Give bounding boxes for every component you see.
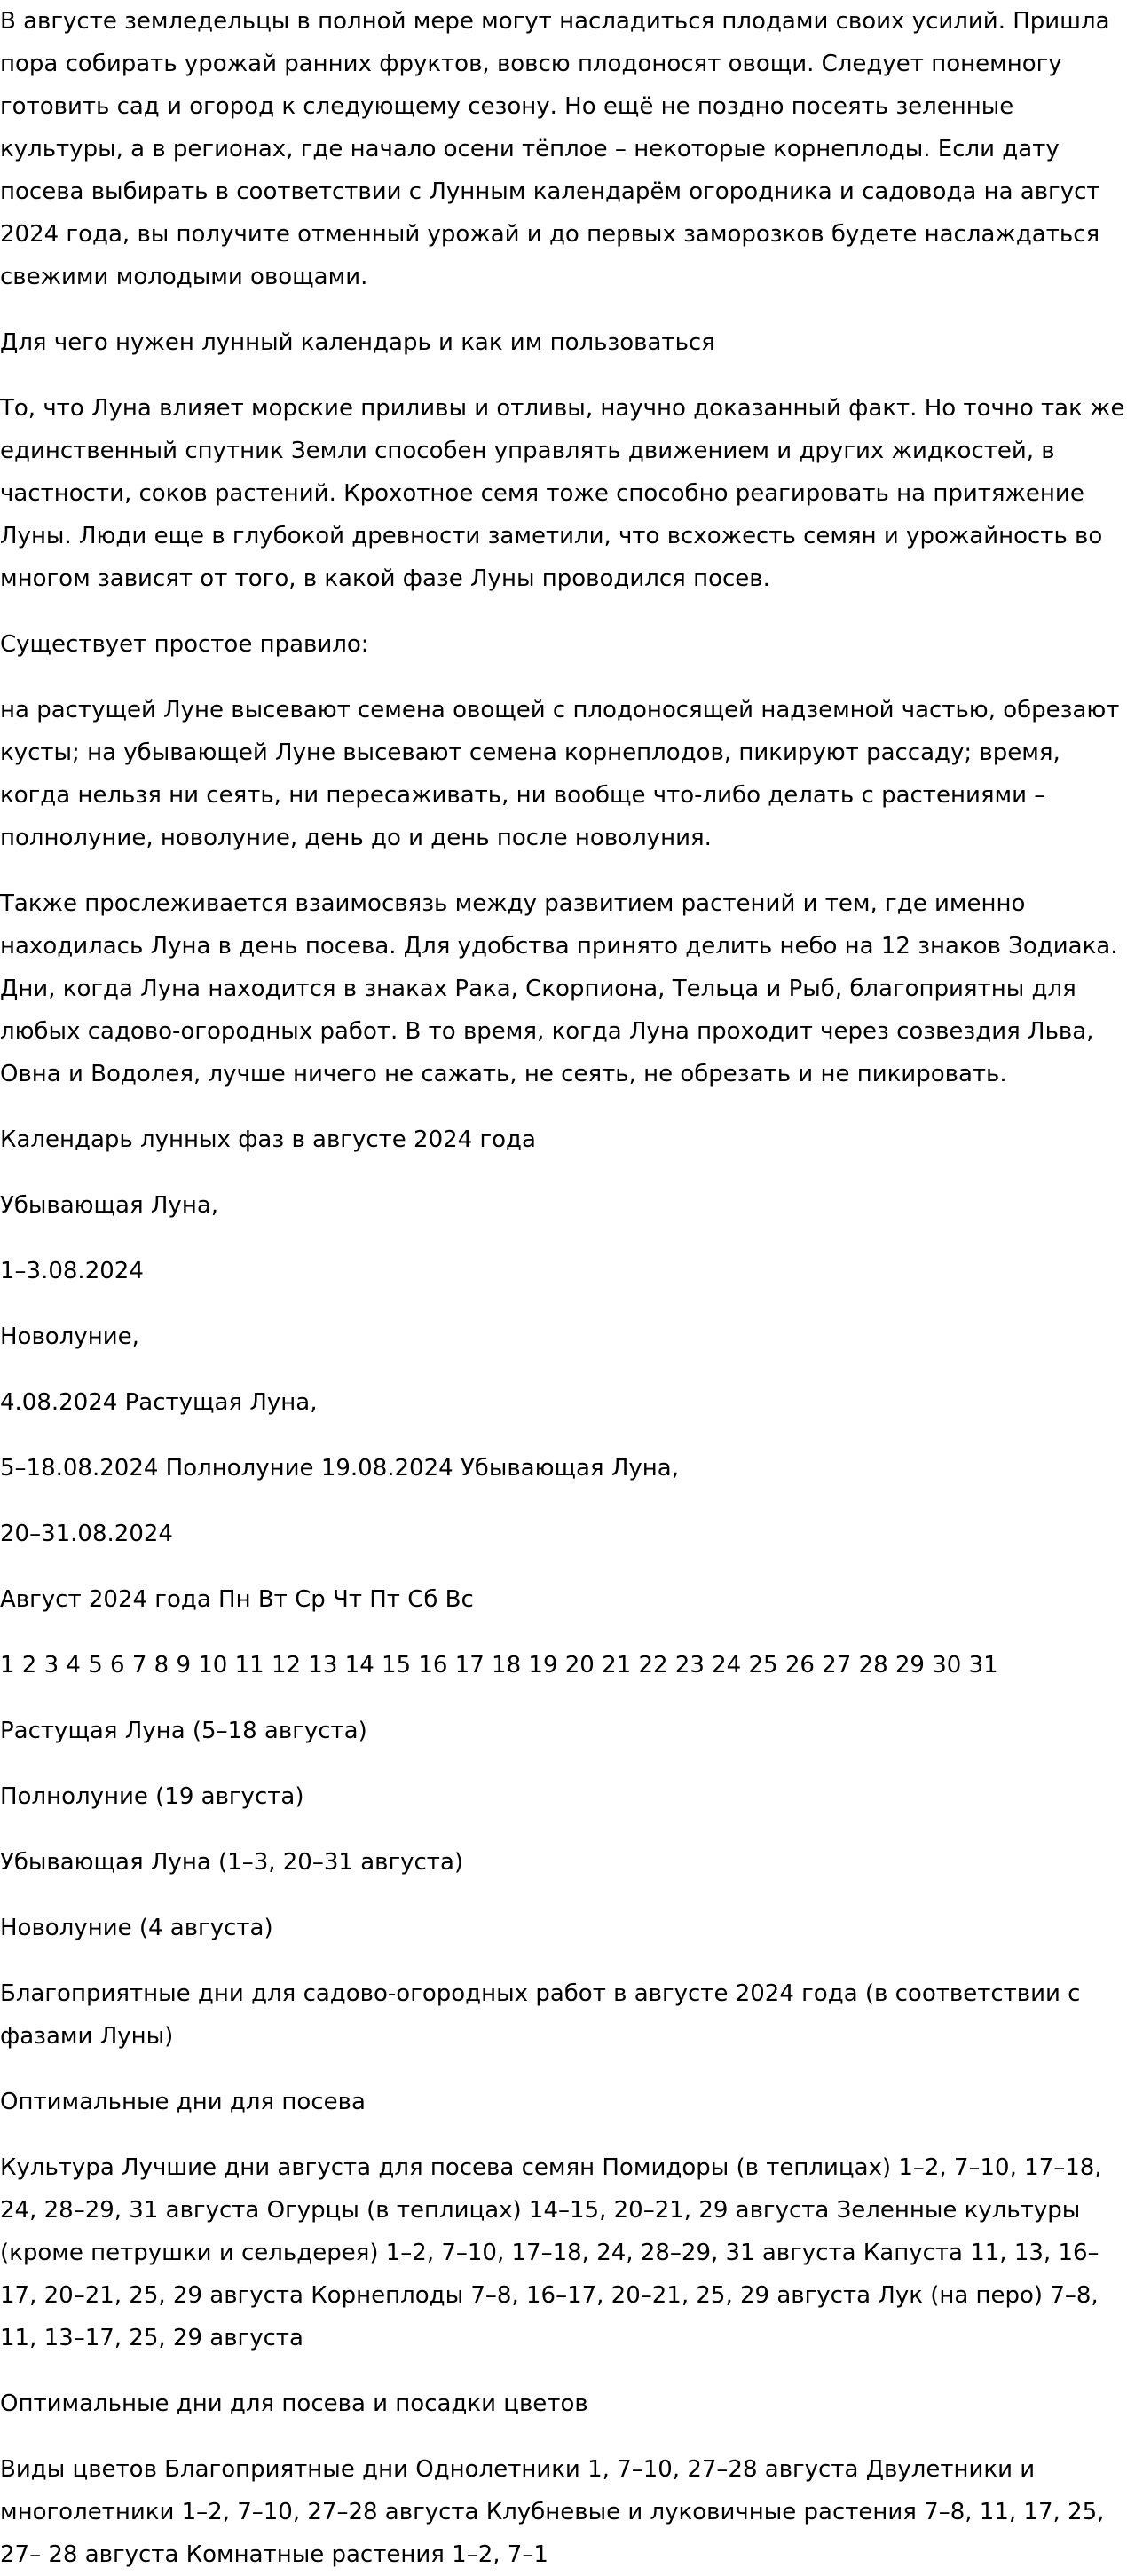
- body-paragraph: То, что Луна влияет морские приливы и отливы, научно доказанный факт. Но точно так же единственный спутник Земли способен управлять движением и других жидкостей, в частности, соков растений. Крохотное семя тоже способно реагировать на притяжение Луны. Люди еще в глубокой древности заметили, что всхожесть семян и урожайность во многом зависят от того, в какой фазе Луны проводился посев.: [0, 395, 1125, 592]
- sowing-table-text: Культура Лучшие дни августа для посева семян Помидоры (в теплицах) 1–2, 7–10, 17–18, 24, 28–29, 31 августа Огурцы (в теплицах) 14–15, 20–21, 29 августа Зеленные культуры (кроме петрушки и сельдерея) 1–2, 7–10, 17–18, 24, 28–29, 31 августа Капуста 11, 13, 16–17, 20–21, 25, 29 августа Корнеплоды 7–8, 16–17, 20–21, 25, 29 августа Лук (на перо) 7–8, 11, 13–17, 25, 29 августа: [0, 2154, 1102, 2351]
- moon-phase-item: Убывающая Луна,: [0, 1192, 219, 1219]
- legend-item: Полнолуние (19 августа): [0, 1783, 304, 1810]
- legend-item: Новолуние (4 августа): [0, 1915, 273, 1941]
- moon-phase-item: Новолуние,: [0, 1324, 139, 1350]
- calendar-header: Август 2024 года Пн Вт Ср Чт Пт Сб Вс: [0, 1586, 474, 1613]
- section-heading: Календарь лунных фаз в августе 2024 года: [0, 1126, 536, 1153]
- body-paragraph: на растущей Луне высевают семена овощей с плодоносящей надземной частью, обрезают кусты; на убывающей Луне высевают семена корнеплодов, пикируют рассаду; время, когда нельзя ни сеять, ни пересаживать, ни вообще что-либо делать с растениями – полнолуние, новолуние, день до и день после новолуния.: [0, 697, 1120, 851]
- moon-phase-item: 20–31.08.2024: [0, 1521, 173, 1547]
- body-paragraph: Существует простое правило:: [0, 631, 369, 658]
- intro-paragraph: В августе земледельцы в полной мере могут насладиться плодами своих усилий. Пришла пора собирать урожай ранних фруктов, вовсю плодоносят овощи. Следует понемногу готовить сад и огород к следующему сезону. Но ещё не поздно посеять зеленные культуры, а в регионах, где начало осени тёплое – некоторые корнеплоды. Если дату посева выбирать в соответствии с Лунным календарём огородника и садовода на август 2024 года, вы получите отменный урожай и до первых заморозков будете наслаждаться свежими молодыми овощами.: [0, 8, 1110, 290]
- calendar-days: 1 2 3 4 5 6 7 8 9 10 11 12 13 14 15 16 17 18 19 20 21 22 23 24 25 26 27 28 29 30 31: [0, 1652, 998, 1679]
- section-heading: Благоприятные дни для садово-огородных работ в августе 2024 года (в соответствии с фазами Луны): [0, 1980, 1081, 2050]
- moon-phase-item: 1–3.08.2024: [0, 1258, 144, 1284]
- moon-phase-item: 5–18.08.2024 Полнолуние 19.08.2024 Убывающая Луна,: [0, 1455, 679, 1482]
- legend-item: Убывающая Луна (1–3, 20–31 августа): [0, 1849, 464, 1876]
- section-heading: Оптимальные дни для посева: [0, 2089, 366, 2115]
- moon-phase-item: 4.08.2024 Растущая Луна,: [0, 1389, 318, 1416]
- flowers-table-text: Виды цветов Благоприятные дни Однолетники 1, 7–10, 27–28 августа Двулетники и многолетники 1–2, 7–10, 27–28 августа Клубневые и луковичные растения 7–8, 11, 17, 25, 27– 28 августа Комнатные растения 1–2, 7–1: [0, 2456, 1105, 2568]
- section-heading: Оптимальные дни для посева и посадки цветов: [0, 2390, 588, 2417]
- section-heading: Для чего нужен лунный календарь и как им пользоваться: [0, 329, 715, 356]
- legend-item: Растущая Луна (5–18 августа): [0, 1718, 367, 1744]
- body-paragraph: Также прослеживается взаимосвязь между развитием растений и тем, где именно находилась Луна в день посева. Для удобства принято делить небо на 12 знаков Зодиака. Дни, когда Луна находится в знаках Рака, Скорпиона, Тельца и Рыб, благоприятны для любых садово-огородных работ. В то время, когда Луна проходит через созвездия Льва, Овна и Водолея, лучше ничего не сажать, не сеять, не обрезать и не пикировать.: [0, 890, 1118, 1087]
